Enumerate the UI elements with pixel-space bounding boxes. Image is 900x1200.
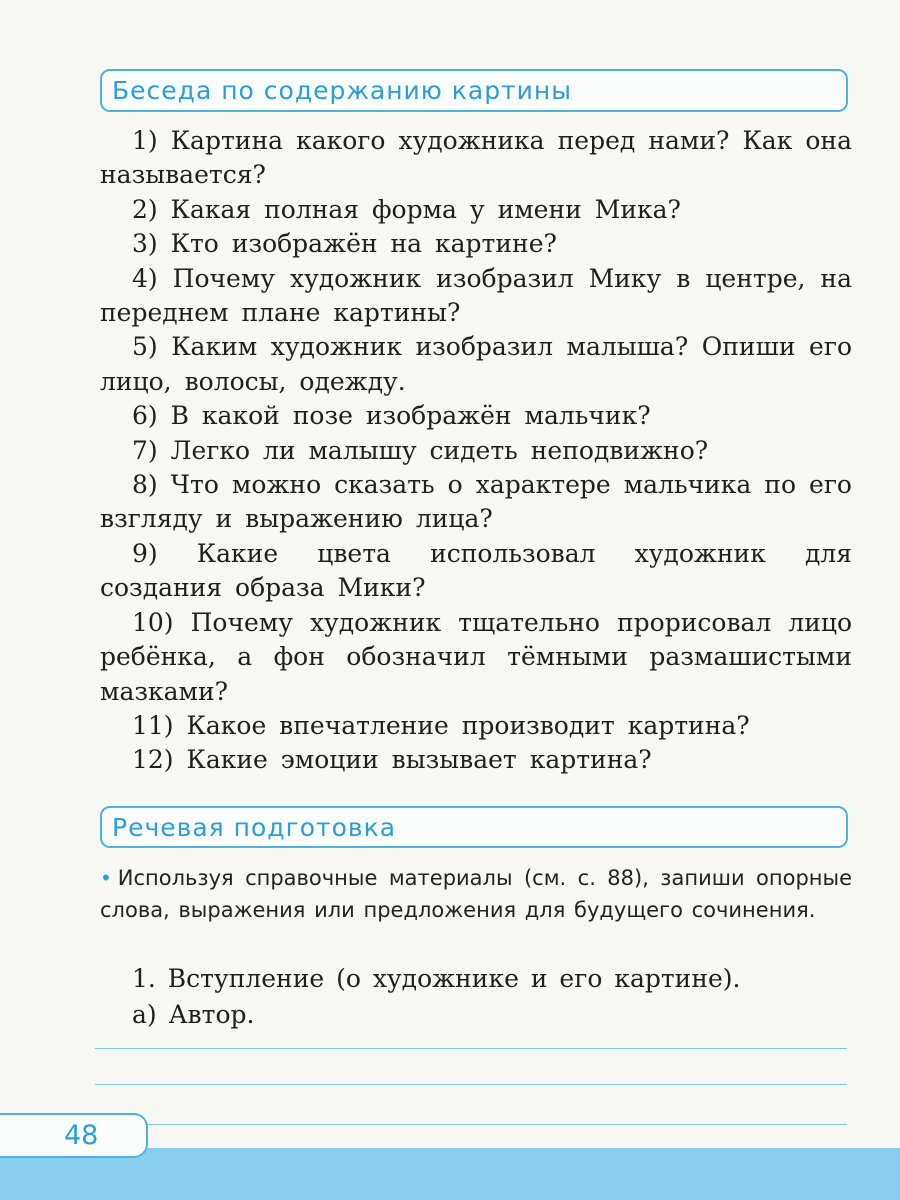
question-item: 2) Какая полная форма у имени Мика? xyxy=(132,194,681,224)
question-item: 1) Картина какого художника перед нами? Как она называется? xyxy=(100,126,852,190)
question-item: 8) Что можно сказать о характере мальчика по его взгляду и выражению лица? xyxy=(100,470,852,534)
question-item: 6) В какой позе изображён мальчик? xyxy=(132,401,651,431)
question-item: 12) Какие эмоции вызывает картина? xyxy=(132,745,652,775)
bullet-icon: • xyxy=(100,866,112,890)
writing-line[interactable] xyxy=(95,1084,847,1085)
question-item: 5) Каким художник изобразил малыша? Опиши его лицо, волосы, одежду. xyxy=(100,332,852,396)
section-header-speech-prep xyxy=(100,806,848,848)
instruction-text: Используя справочные материалы (см. с. 88), запиши опорные слова, выражения или предложения для будущего сочинения. xyxy=(100,866,852,922)
question-item: 9) Какие цвета использовал художник для создания образа Мики? xyxy=(100,538,852,603)
page-number: 48 xyxy=(64,1120,99,1151)
question-item: 4) Почему художник изобразил Мику в центре, на переднем плане картины? xyxy=(100,263,852,328)
outline-item-author: а) Автор. xyxy=(132,1000,255,1029)
question-list xyxy=(100,124,852,778)
question-item: 10) Почему художник тщательно прорисовал лицо ребёнка, а фон обозначил тёмными размашистыми мазками? xyxy=(100,607,852,706)
page-number-tab xyxy=(0,1113,148,1158)
instruction-paragraph xyxy=(100,862,852,926)
question-item: 11) Какое впечатление производит картина? xyxy=(132,710,750,740)
outline-item-intro: 1. Вступление (о художнике и его картине). xyxy=(132,964,741,993)
question-item: 3) Кто изображён на картине? xyxy=(132,229,557,259)
writing-line[interactable] xyxy=(95,1124,847,1125)
section-title: Беседа по содержанию картины xyxy=(112,76,572,105)
writing-line[interactable] xyxy=(95,1048,847,1049)
section-header-discussion xyxy=(100,69,848,112)
question-item: 7) Легко ли малышу сидеть неподвижно? xyxy=(132,435,709,465)
section-title: Речевая подготовка xyxy=(112,813,397,842)
